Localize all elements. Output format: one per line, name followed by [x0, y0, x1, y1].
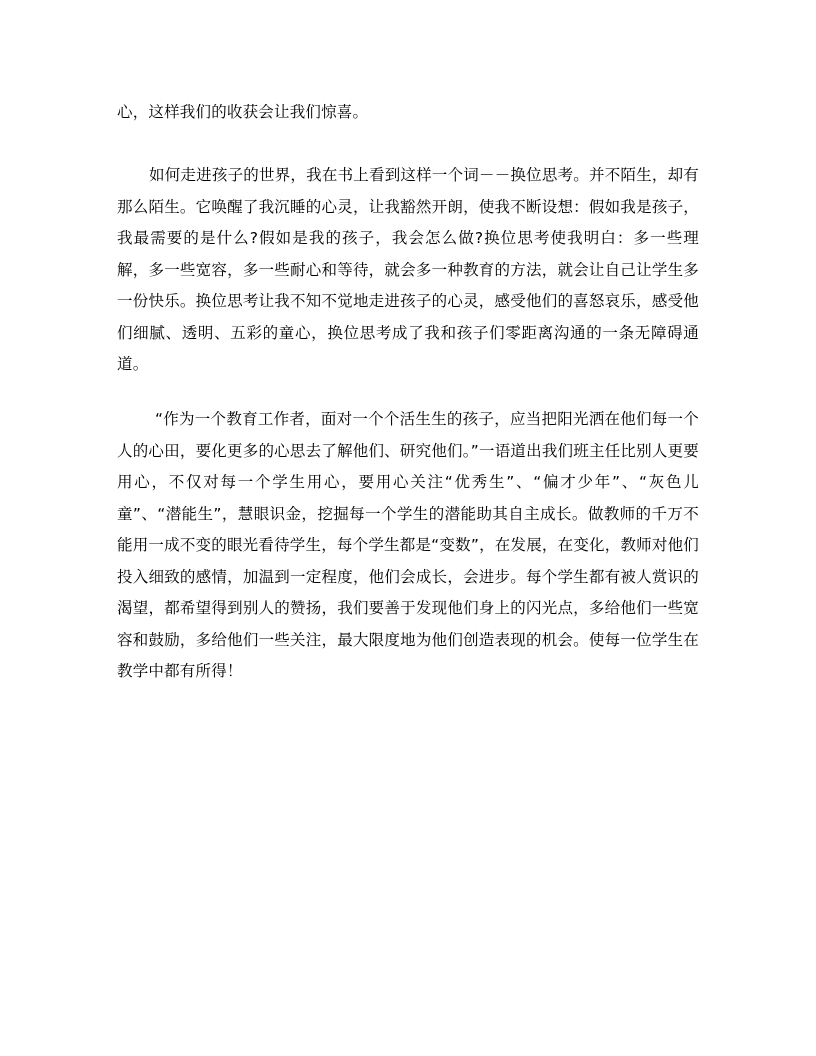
paragraph-2: 如何走进孩子的世界，我在书上看到这样一个词－－换位思考。并不陌生，却有那么陌生。它唤醒了我沉睡的心灵，让我豁然开朗，使我不断设想：假如我是孩子，我最需要的是什么?假如是我的孩子，我会怎么做?换位思考使我明白：多一些理解，多一些宽容，多一些耐心和等待，就会多一种教育的方法，就会让自己让学生多一份快乐。换位思考让我不知不觉地走进孩子的心灵，感受他们的喜怒哀乐，感受他们细腻、透明、五彩的童心，换位思考成了我和孩子们零距离沟通的一条无障碍通道。: [117, 166, 699, 373]
paragraph-3: “作为一个教育工作者，面对一个个活生生的孩子，应当把阳光洒在他们每一个人的心田，要化更多的心思去了解他们、研究他们。”一语道出我们班主任比别人更要用心，不仅对每一个学生用心，要用心关注“优秀生”、“偏才少年”、“灰色儿童”、“潜能生”，慧眼识金，挖掘每一个学生的潜能助其自主成长。做教师的千万不能用一成不变的眼光看待学生，每个学生都是“变数”，在发展，在变化，教师对他们投入细致的感情，加温到一定程度，他们会成长，会进步。每个学生都有被人赏识的渴望，都希望得到别人的赞扬，我们要善于发现他们身上的闪光点，多给他们一些宽容和鼓励，多给他们一些关注，最大限度地为他们创造表现的机会。使每一位学生在教学中都有所得！: [117, 410, 699, 680]
paragraph-1: 心，这样我们的收获会让我们惊喜。: [117, 103, 369, 121]
